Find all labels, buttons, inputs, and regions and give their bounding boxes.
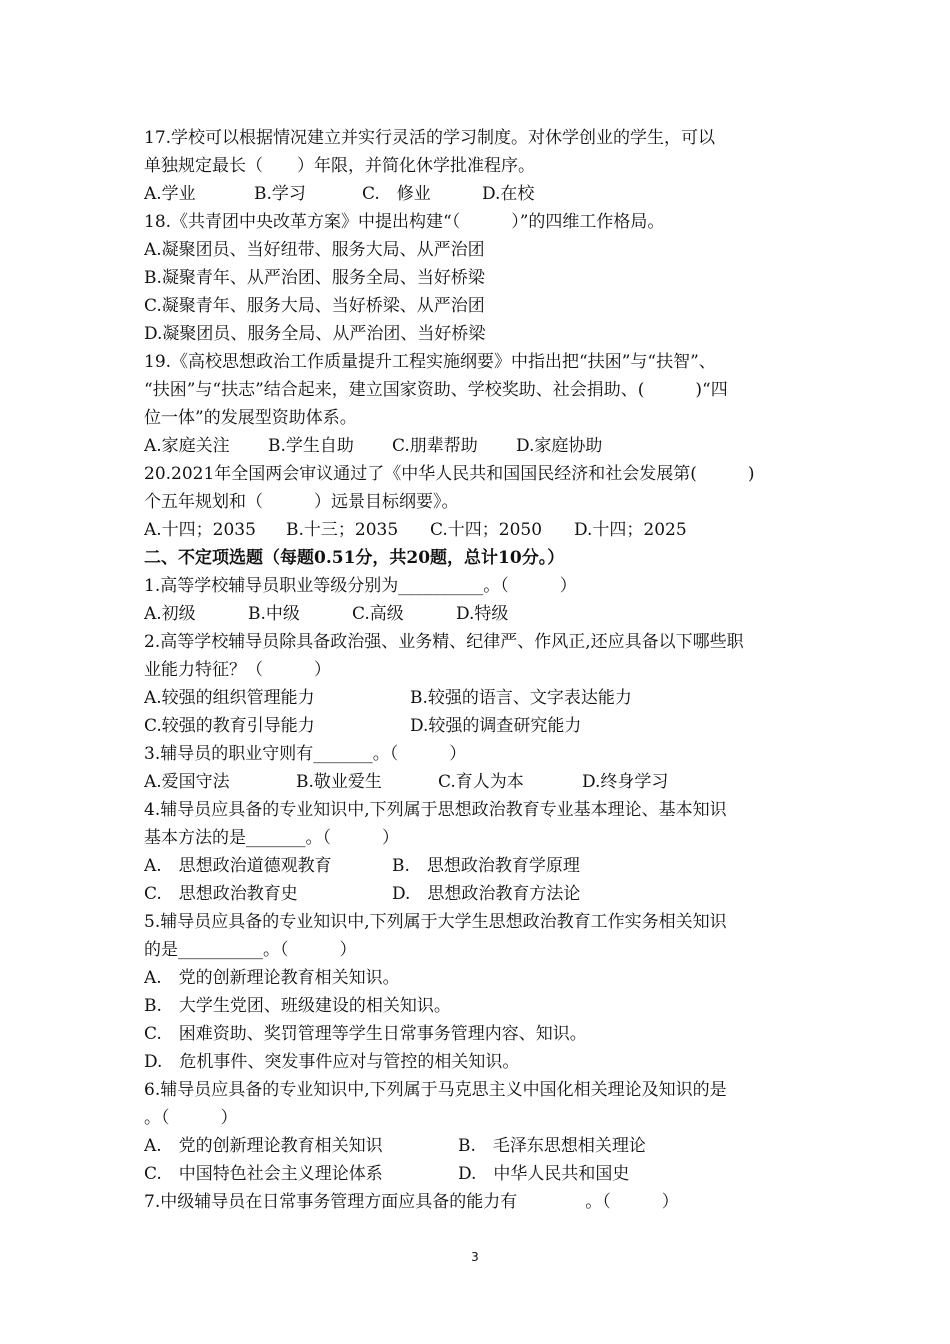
option-c: C.育人为本 (438, 772, 524, 792)
option-b: B.较强的语言、文字表达能力 (410, 688, 632, 708)
option-d: D.在校 (482, 184, 535, 204)
option-c: C.朋辈帮助 (392, 436, 478, 456)
m5-option-a: A. 党的创新理论教育相关知识。 (144, 968, 400, 988)
option-b: B.十三；2035 (286, 520, 399, 540)
q19-options (144, 432, 816, 460)
m6-line-2: 。（ ） (144, 1108, 238, 1128)
m6-options-cd (144, 1160, 816, 1188)
m5-line-2: 的是__________。（ ） (144, 940, 357, 960)
page-number: 3 (471, 1250, 479, 1264)
option-d: D. 中华人民共和国史 (458, 1164, 630, 1184)
option-c: C.较强的教育引导能力 (144, 716, 315, 736)
option-c: C. 中国特色社会主义理论体系 (144, 1164, 383, 1184)
m4-options-ab (144, 852, 816, 880)
option-d: D. 思想政治教育方法论 (392, 884, 581, 904)
m3-stem: 3.辅导员的职业守则有_______。（ ） (144, 744, 467, 764)
option-b: B. 思想政治教育学原理 (392, 856, 580, 876)
option-a: A. 党的创新理论教育相关知识 (144, 1136, 383, 1156)
option-a: A.初级 (144, 604, 196, 624)
m4-line-1: 4.辅导员应具备的专业知识中,下列属于思想政治教育专业基本理论、基本知识 (144, 800, 727, 820)
m7-stem: 7.中级辅导员在日常事务管理方面应具备的能力有 。（ ） (144, 1192, 679, 1212)
option-d: D.特级 (456, 604, 509, 624)
m2-options-cd (144, 712, 816, 740)
q18-stem: 18.《共青团中央改革方案》中提出构建“（ ）”的四维工作格局。 (144, 212, 665, 232)
option-d: D.终身学习 (582, 772, 669, 792)
m5-option-b: B. 大学生党团、班级建设的相关知识。 (144, 996, 451, 1016)
option-a: A.学业 (144, 184, 196, 204)
q19-line-2: “扶困”与“扶志”结合起来，建立国家资助、学校奖助、社会捐助、( )“四 (144, 380, 728, 400)
m3-options (144, 768, 816, 796)
q20-line-1: 20.2021年全国两会审议通过了《中华人民共和国国民经济和社会发展第( ) (144, 464, 755, 484)
q17-options (144, 180, 816, 208)
m6-line-1: 6.辅导员应具备的专业知识中,下列属于马克思主义中国化相关理论及知识的是 (144, 1080, 727, 1100)
option-b: B. 毛泽东思想相关理论 (458, 1136, 646, 1156)
m2-line-2: 业能力特征？（ ） (144, 660, 331, 680)
q20-options (144, 516, 816, 544)
section-heading: 二、不定项选题（每题0.51分，共20题，总计10分。） (144, 548, 565, 568)
m5-line-1: 5.辅导员应具备的专业知识中,下列属于大学生思想政治教育工作实务相关知识 (144, 912, 727, 932)
option-d: D.十四；2025 (574, 520, 687, 540)
option-a: A.家庭关注 (144, 436, 230, 456)
option-a: A. 思想政治道德观教育 (144, 856, 332, 876)
page-content (144, 124, 816, 1216)
q19-line-3: 位一体”的发展型资助体系。 (144, 408, 357, 428)
q18-option-c: C.凝聚青年、服务大局、当好桥梁、从严治团 (144, 296, 485, 316)
m4-options-cd (144, 880, 816, 908)
option-b: B.学生自助 (268, 436, 354, 456)
m6-options-ab (144, 1132, 816, 1160)
q18-option-d: D.凝聚团员、服务全局、从严治团、当好桥梁 (144, 324, 486, 344)
m2-options-ab (144, 684, 816, 712)
option-c: C.十四；2050 (430, 520, 543, 540)
q17-line-1: 17.学校可以根据情况建立并实行灵活的学习制度。对休学创业的学生，可以 (144, 128, 716, 148)
q18-option-b: B.凝聚青年、从严治团、服务全局、当好桥梁 (144, 268, 485, 288)
q19-line-1: 19.《高校思想政治工作质量提升工程实施纲要》中指出把“扶困”与“扶智”、 (144, 352, 716, 372)
q17-line-2: 单独规定最长（ ）年限，并简化休学批准程序。 (144, 156, 535, 176)
m5-option-c: C. 困难资助、奖罚管理等学生日常事务管理内容、知识。 (144, 1024, 587, 1044)
option-d: D.较强的调查研究能力 (410, 716, 582, 736)
option-a: A.爱国守法 (144, 772, 230, 792)
q18-option-a: A.凝聚团员、当好纽带、服务大局、从严治团 (144, 240, 485, 260)
m5-option-d: D. 危机事件、突发事件应对与管控的相关知识。 (144, 1052, 520, 1072)
m1-stem: 1.高等学校辅导员职业等级分别为__________。（ ） (144, 576, 577, 596)
option-a: A.十四；2035 (144, 520, 256, 540)
option-a: A.较强的组织管理能力 (144, 688, 315, 708)
option-d: D.家庭协助 (516, 436, 603, 456)
option-c: C.高级 (352, 604, 404, 624)
m2-line-1: 2.高等学校辅导员除具备政治强、业务精、纪律严、作风正,还应具备以下哪些职 (144, 632, 744, 652)
q20-line-2: 个五年规划和（ ）远景目标纲要》。 (144, 492, 459, 512)
option-c: C. 修业 (362, 184, 431, 204)
m1-options (144, 600, 816, 628)
option-b: B.中级 (248, 604, 300, 624)
option-c: C. 思想政治教育史 (144, 884, 298, 904)
option-b: B.敬业爱生 (296, 772, 382, 792)
m4-line-2: 基本方法的是_______。（ ） (144, 828, 399, 848)
option-b: B.学习 (254, 184, 306, 204)
